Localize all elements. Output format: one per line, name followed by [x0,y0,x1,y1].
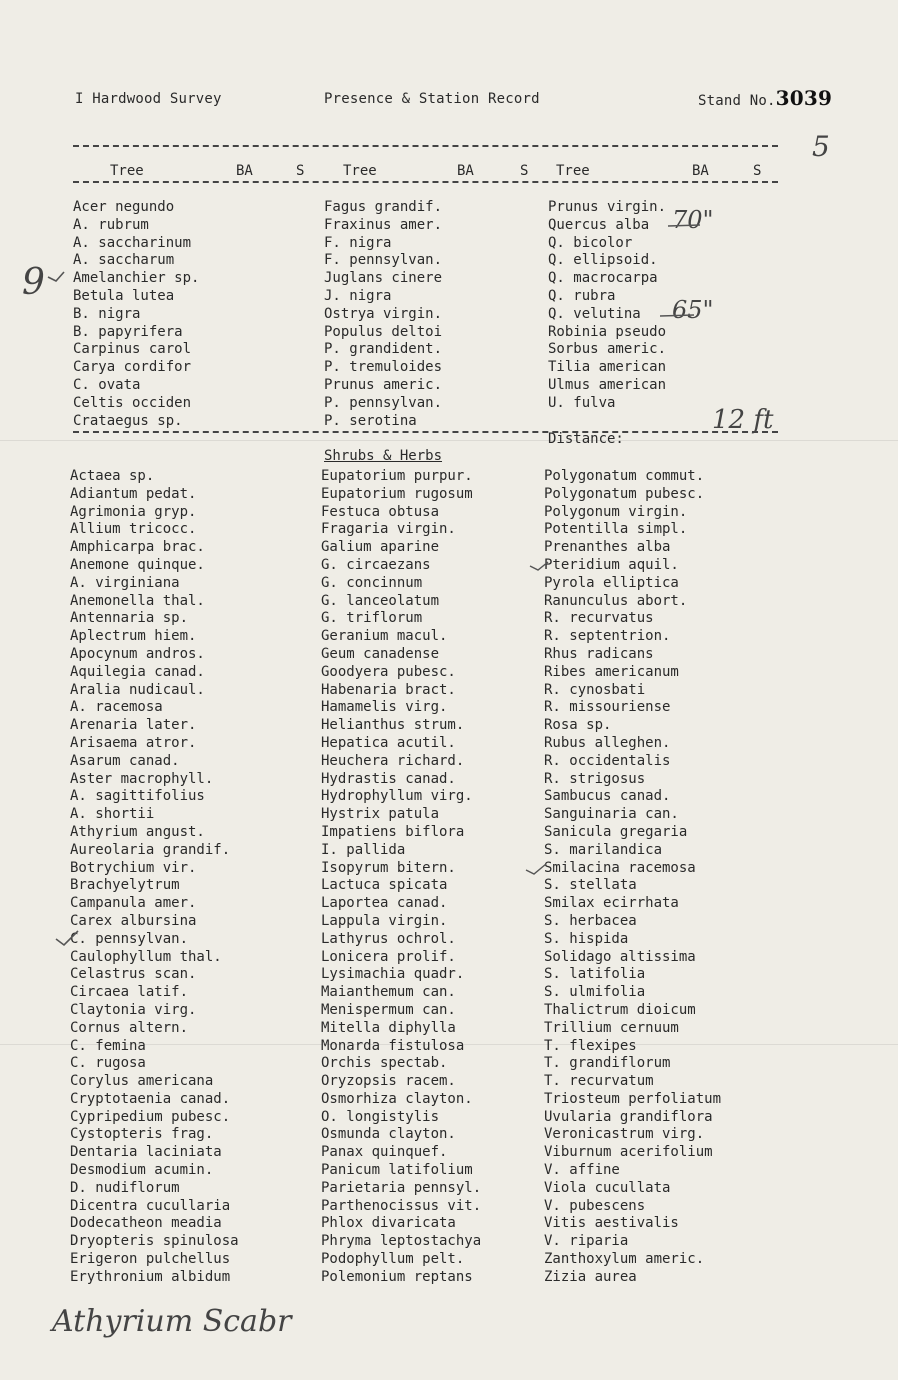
species-entry: Zizia aurea [544,1268,637,1285]
species-entry: S. hispida [544,930,629,947]
species-entry: Rubus alleghen. [544,734,671,751]
species-entry: Adiantum pedat. [70,485,197,502]
species-entry: Heuchera richard. [321,752,465,769]
species-entry: Zanthoxylum americ. [544,1251,705,1268]
species-entry: Dryopteris spinulosa [70,1233,239,1250]
species-entry: Prunus virgin. [548,199,667,215]
species-entry: F. pennsylvan. [324,252,443,269]
species-entry: Anemonella thal. [70,592,205,609]
species-entry: Desmodium acumin. [70,1162,214,1179]
species-entry: Fagus grandif. [324,199,443,215]
species-entry: Carya cordifor [73,359,192,376]
species-entry: Erythronium albidum [70,1268,231,1285]
species-entry: Prenanthes alba [544,539,671,556]
herb-list-col1 [70,468,239,1287]
species-entry: Rosa sp. [544,717,612,734]
species-entry: Eupatorium purpur. [321,468,473,484]
checkmark-icon [526,864,546,874]
species-entry: Viola cucullata [544,1179,671,1196]
species-entry: Helianthus strum. [321,717,465,734]
species-entry: P. tremuloides [324,359,443,376]
species-entry: Amelanchier sp. [73,270,200,287]
species-entry: T. recurvatum [544,1073,654,1090]
species-entry: G. lanceolatum [321,592,440,609]
species-entry: V. pubescens [544,1197,646,1214]
species-entry: A. racemosa [70,699,163,716]
species-entry: Amphicarpa brac. [70,539,205,556]
species-entry: A. sagittifolius [70,788,205,805]
species-entry: Thalictrum dioicum [544,1001,696,1018]
s-heading-2: S [520,163,529,179]
species-entry: G. circaezans [321,556,431,573]
species-entry: Isopyrum bitern. [321,859,456,876]
tree-heading-3: Tree [556,163,590,179]
species-entry: S. herbacea [544,912,637,929]
species-entry: Aralia nudicaul. [70,681,205,698]
species-entry: T. flexipes [544,1037,637,1054]
species-entry: Celastrus scan. [70,966,197,983]
species-entry: R. occidentalis [544,752,671,769]
species-entry: Impatiens biflora [321,823,465,840]
divider-header [73,181,778,183]
divider-trees [73,431,778,433]
species-entry: Q. ellipsoid. [548,252,658,269]
species-entry: Claytonia virg. [70,1001,197,1018]
stand-number [698,86,832,110]
species-entry: Populus deltoi [324,323,443,340]
species-entry: Goodyera pubesc. [321,663,456,680]
species-entry: Dentaria laciniata [70,1144,222,1161]
handwritten-alba-note: 70" [672,206,714,234]
species-entry: Lysimachia quadr. [321,966,465,983]
species-entry: Mitella diphylla [321,1019,456,1036]
survey-title: I Hardwood Survey [75,91,222,107]
stand-number-value: 3039 [775,86,833,110]
distance-label: Distance: [548,431,624,447]
tree-heading-2: Tree [343,163,377,179]
species-entry: Actaea sp. [70,468,155,484]
species-entry: Acer negundo [73,199,175,215]
species-entry: Ranunculus abort. [544,592,688,609]
species-entry: Campanula amer. [70,895,197,912]
species-entry: Polemonium reptans [321,1268,473,1285]
species-entry: Polygonatum commut. [544,468,705,484]
species-entry: G. triflorum [321,610,423,627]
species-entry: Dodecatheon meadia [70,1215,222,1232]
species-entry: Panax quinquef. [321,1144,448,1161]
species-entry: Betula lutea [73,287,175,304]
tree-list-col2 [324,199,442,430]
species-entry: Lathyrus ochrol. [321,930,456,947]
species-entry: Hydrophyllum virg. [321,788,473,805]
species-entry: Vitis aestivalis [544,1215,679,1232]
species-entry: P. serotina [324,412,417,429]
species-entry: R. recurvatus [544,610,654,627]
species-entry: Aster macrophyll. [70,770,214,787]
species-entry: Panicum latifolium [321,1162,473,1179]
species-entry: Antennaria sp. [70,610,189,627]
divider-top [73,145,778,147]
species-entry: Hystrix patula [321,806,440,823]
species-entry: Podophyllum pelt. [321,1251,465,1268]
tree-heading-1: Tree [110,163,144,179]
species-entry: Triosteum perfoliatum [544,1090,722,1107]
record-title: Presence & Station Record [324,91,540,107]
species-entry: Pteridium aquil. [544,556,679,573]
species-entry: Q. rubra [548,287,616,304]
species-entry: R. septentrion. [544,628,671,645]
species-entry: Festuca obtusa [321,503,440,520]
species-entry: I. pallida [321,841,406,858]
species-entry: O. longistylis [321,1108,440,1125]
species-entry: A. virginiana [70,574,180,591]
species-entry: Trillium cernuum [544,1019,679,1036]
species-entry: S. stellata [544,877,637,894]
species-entry: Anemone quinque. [70,556,205,573]
ba-heading-1: BA [236,163,253,179]
species-entry: Polygonatum pubesc. [544,485,705,502]
species-entry: R. cynosbati [544,681,646,698]
s-heading-1: S [296,163,305,179]
species-entry: Viburnum acerifolium [544,1144,713,1161]
species-entry: Lappula virgin. [321,912,448,929]
tree-list-col3 [548,199,666,413]
species-entry: B. papyrifera [73,323,183,340]
species-entry: D. nudiflorum [70,1179,180,1196]
species-entry: Botrychium vir. [70,859,197,876]
species-entry: S. latifolia [544,966,646,983]
species-entry: Monarda fistulosa [321,1037,465,1054]
species-entry: Celtis occiden [73,394,192,411]
species-entry: Agrimonia gryp. [70,503,197,520]
species-entry: Menispermum can. [321,1001,456,1018]
species-entry: Asarum canad. [70,752,180,769]
species-entry: Hamamelis virg. [321,699,448,716]
species-entry: Ulmus american [548,376,667,393]
species-entry: Q. macrocarpa [548,270,658,287]
handwritten-distance-note: 12 ft [712,405,774,435]
species-entry: Apocynum andros. [70,645,205,662]
species-entry: B. nigra [73,305,141,322]
species-entry: C. femina [70,1037,146,1054]
species-entry: Quercus alba [548,216,650,233]
species-entry: Aplectrum hiem. [70,628,197,645]
species-entry: Sorbus americ. [548,341,667,358]
species-entry: Geum canadense [321,645,440,662]
ba-heading-2: BA [457,163,474,179]
species-entry: J. nigra [324,287,392,304]
species-entry: Lactuca spicata [321,877,448,894]
herb-list-col2 [321,468,481,1287]
handwritten-top-number: 5 [812,130,830,163]
s-heading-3: S [753,163,762,179]
species-entry: Cystopteris frag. [70,1126,214,1143]
species-entry: Cryptotaenia canad. [70,1090,231,1107]
species-entry: Brachyelytrum [70,877,180,894]
species-entry: Veronicastrum virg. [544,1126,705,1143]
herb-list-col3 [544,468,721,1287]
species-entry: A. saccharinum [73,234,192,251]
species-entry: Q. velutina [548,305,641,322]
species-entry: Aquilegia canad. [70,663,205,680]
species-entry: Osmunda clayton. [321,1126,456,1143]
tree-list-col1 [73,199,199,430]
species-entry: Cornus altern. [70,1019,189,1036]
species-entry: Smilacina racemosa [544,859,696,876]
species-entry: Crataegus sp. [73,412,183,429]
species-entry: Sanicula gregaria [544,823,688,840]
species-entry: Ostrya virgin. [324,305,443,322]
species-entry: Juglans cinere [324,270,443,287]
species-entry: Erigeron pulchellus [70,1251,231,1268]
species-entry: Hepatica acutil. [321,734,456,751]
species-entry: C. rugosa [70,1055,146,1072]
species-entry: Corylus americana [70,1073,214,1090]
species-entry: Carex albursina [70,912,197,929]
species-entry: Phlox divaricata [321,1215,456,1232]
species-entry: Robinia pseudo [548,323,667,340]
species-entry: Fraxinus amer. [324,216,443,233]
paper-fold-line [0,440,898,441]
species-entry: Uvularia grandiflora [544,1108,713,1125]
species-entry: Laportea canad. [321,895,448,912]
species-entry: Sanguinaria can. [544,806,679,823]
species-entry: G. concinnum [321,574,423,591]
species-entry: Caulophyllum thal. [70,948,222,965]
species-entry: Eupatorium rugosum [321,485,473,502]
handwritten-velutina-note: 65" [672,296,714,324]
species-entry: R. strigosus [544,770,646,787]
species-entry: P. pennsylvan. [324,394,443,411]
species-entry: Habenaria bract. [321,681,456,698]
shrubs-herbs-title: Shrubs & Herbs [324,448,443,464]
species-entry: Phryma leptostachya [321,1233,482,1250]
species-entry: U. fulva [548,394,616,411]
handwritten-margin-number: 9 [22,262,45,303]
species-entry: Arenaria later. [70,717,197,734]
species-entry: A. shortii [70,806,155,823]
species-entry: Galium aparine [321,539,440,556]
species-entry: Maianthemum can. [321,984,456,1001]
species-entry: Circaea latif. [70,984,189,1001]
species-entry: V. affine [544,1162,620,1179]
species-entry: Fragaria virgin. [321,521,456,538]
species-entry: Hydrastis canad. [321,770,456,787]
species-entry: Orchis spectab. [321,1055,448,1072]
species-entry: Parthenocissus vit. [321,1197,482,1214]
species-entry: Aureolaria grandif. [70,841,231,858]
checkmark-icon [48,272,64,281]
species-entry: Sambucus canad. [544,788,671,805]
species-entry: Solidago altissima [544,948,696,965]
species-entry: Prunus americ. [324,376,443,393]
species-entry: F. nigra [324,234,392,251]
species-entry: Smilax ecirrhata [544,895,679,912]
species-entry: Polygonum virgin. [544,503,688,520]
species-entry: C. pennsylvan. [70,930,189,947]
species-entry: Parietaria pennsyl. [321,1179,482,1196]
species-entry: Allium tricocc. [70,521,197,538]
ba-heading-3: BA [692,163,709,179]
species-entry: Athyrium angust. [70,823,205,840]
species-entry: T. grandiflorum [544,1055,671,1072]
species-entry: V. riparia [544,1233,629,1250]
species-entry: P. grandident. [324,341,443,358]
species-entry: Osmorhiza clayton. [321,1090,473,1107]
species-entry: Ribes americanum [544,663,679,680]
species-entry: Arisaema atror. [70,734,197,751]
species-entry: Cypripedium pubesc. [70,1108,231,1125]
species-entry: Q. bicolor [548,234,633,251]
species-entry: Carpinus carol [73,341,192,358]
species-entry: S. ulmifolia [544,984,646,1001]
species-entry: S. marilandica [544,841,663,858]
handwritten-bottom-note: Athyrium Scabr [52,1304,292,1339]
species-entry: C. ovata [73,376,141,393]
species-entry: A. saccharum [73,252,175,269]
species-entry: R. missouriense [544,699,671,716]
species-entry: Lonicera prolif. [321,948,456,965]
species-entry: Potentilla simpl. [544,521,688,538]
species-entry: Dicentra cucullaria [70,1197,231,1214]
species-entry: Tilia american [548,359,667,376]
species-entry: Rhus radicans [544,645,654,662]
species-entry: Geranium macul. [321,628,448,645]
species-entry: Oryzopsis racem. [321,1073,456,1090]
species-entry: A. rubrum [73,216,149,233]
stand-label: Stand No. [698,93,776,109]
species-entry: Pyrola elliptica [544,574,679,591]
